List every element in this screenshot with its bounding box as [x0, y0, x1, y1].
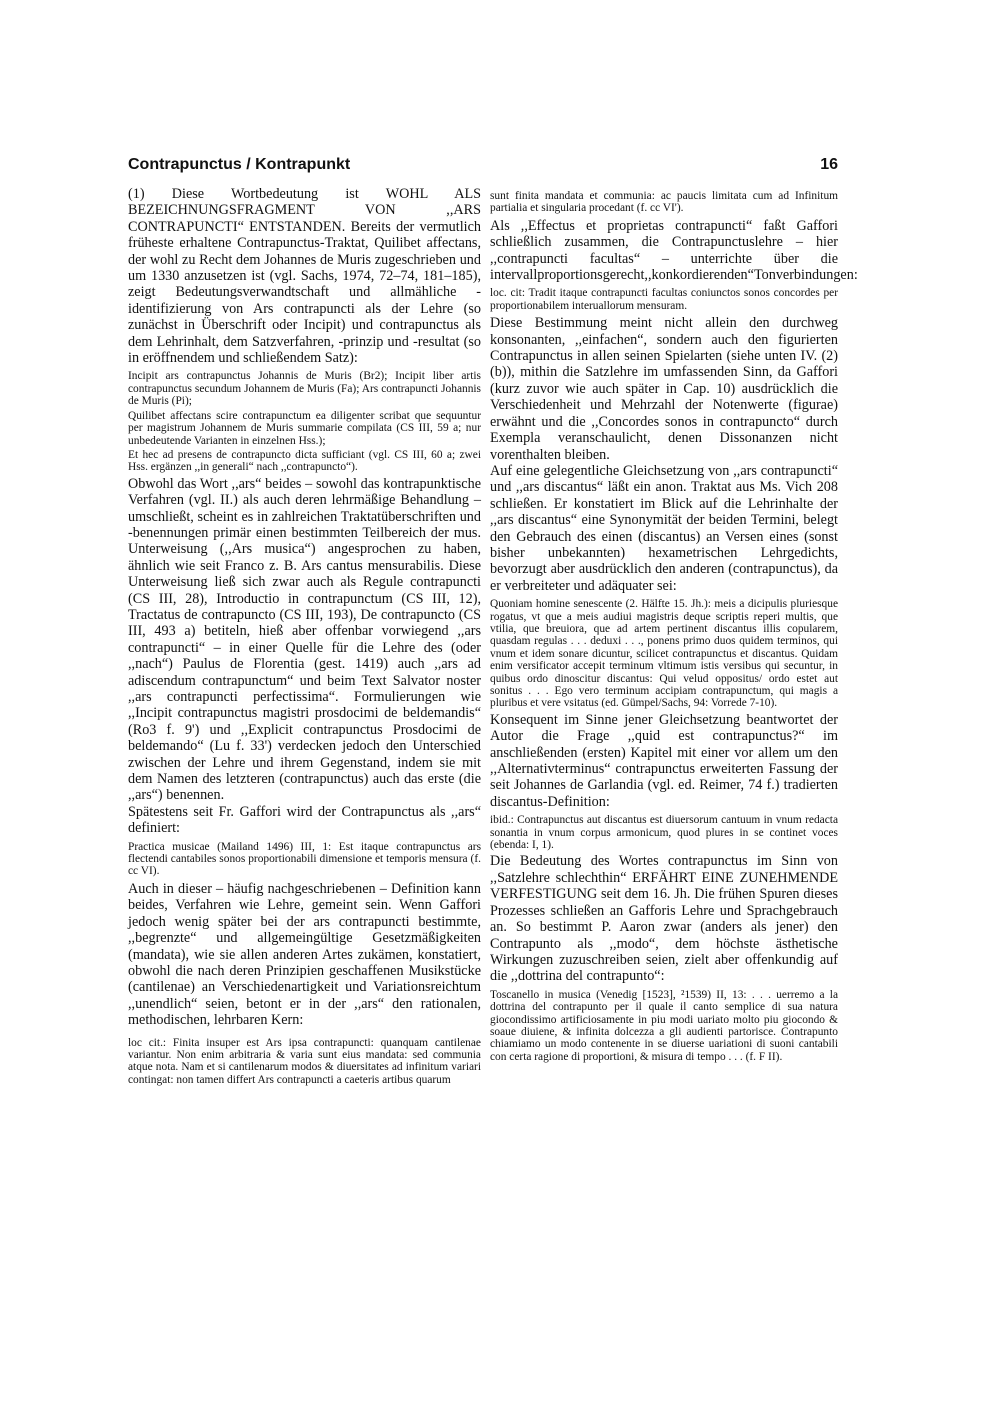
right-column	[490, 186, 858, 1065]
paragraph: Spätestens seit Fr. Gaffori wird der Contrapunctus als ,,ars“ definiert:	[128, 803, 481, 837]
page-title: Contrapunctus / Kontrapunkt	[128, 156, 351, 173]
paragraph: Diese Bestimmung meint nicht allein den durchweg konsonanten, ,,einfachen“, sondern auch den figurierten Contrapunctus in allen seinen Spielarten (siehe unten IV. (2) (b)), mithin die Satzlehre im umfassenden Sinn, da Gaffori (kurz zuvor wie auch später in Cap. 10) ausdrücklich die Verschiedenheit und Mehrzahl der Notenwerte (figurae) erwähnt und die ,,Concordes sonos in contrapuncto“ durch Exempla veranschaulicht, denen Dissonanzen nicht vorenthalten bleiben.	[490, 315, 838, 463]
quotation: sunt finita mandata et communia: ac paucis limitata cum ad Infinitum partialia et singularia procedant (f. cc VI').	[490, 190, 838, 215]
paragraph: Auf eine gelegentliche Gleichsetzung von ,,ars contrapuncti“ und ,,ars discantus“ läßt ein anon. Traktat aus Ms. Vich 208 schließen. Er konstatiert im Blick auf die Lehrinhalte der ,,ars discantus“ eine Synonymität der beiden Termini, belegt den Gebrauch des einen (discantus) an Versen eines (sonst bisher unbekannten) hexametrischen Lehrgedichts, bevorzugt aber ausdrücklich den anderen (contrapunctus), da er verbreiteter und adäquater sei:	[490, 462, 838, 594]
paragraph: Auch in dieser – häufig nachgeschriebenen – Definition kann beides, Verfahren wie Lehre, gemeint sein. Wenn Gaffori jedoch wenig später bei der ars contrapuncti bestimmte, ,,begrenzte“ und allgemeingültige Gesetzmäßigkeiten (mandata), wie sie allen anderen Artes zukämen, konstatiert, obwohl die nach deren Prinzipien geschaffenen Musikstücke (cantilenae) an Verschiedenartigkeit und Variationsreichtum ,,unendlich“ seien, betont er in der ,,ars“ den rationalen, methodischen, lehrbaren Kern:	[128, 880, 481, 1029]
running-head	[128, 156, 838, 178]
quotation: Incipit ars contrapunctus Johannis de Muris (Br2); Incipit liber artis contrapunctus secundum Johannem de Muris (Fa); Ars contrapuncti Johannis de Muris (Pi);	[128, 370, 481, 408]
quotation: Quilibet affectans scire contrapunctum ea diligenter scribat que sequuntur per magistrum Johannem de Muris summarie compilata (CS III, 59 a; nur unbedeutende Varianten in einzelnen Hss.);	[128, 409, 481, 447]
quotation: ibid.: Contrapunctus aut discantus est diuersorum cantuum in vnum redacta sonantia in vnum corpus armonicum, quod plures in se continet voces (ebenda: I, 1).	[490, 814, 838, 852]
quotation: loc. cit: Tradit itaque contrapuncti facultas coniunctos sonos concordes per proportionabilem interuallorum mensuram.	[490, 287, 838, 312]
paragraph: Als ,,Effectus et proprietas contrapuncti“ faßt Gaffori schließlich zusammen, die Contrapunctuslehre – hier ,,contrapuncti facultas“ – unterrichte über die intervallproportionsgerecht,,konkordierenden“Tonverbindungen:	[490, 217, 858, 284]
quotation: Toscanello in musica (Venedig [1523], ²1539) II, 13: . . . uerremo a la dottrina del contrapunto per il quale il canto semplice di sua natura giocondissimo artificiosamente in piu modi uariato molto piu giocondo & soaue diuiene, & infinita dolcezza a gli audienti partorisce. Contrapunto chiamiamo un modo contenente in se diuerse uariationi di suoni cantabili con certa ragione di proportioni, & misura di tempo . . . (f. F II).	[490, 988, 838, 1063]
paragraph: Obwohl das Wort ,,ars“ beides – sowohl das kontrapunktische Verfahren (vgl. II.) als auch deren lehrmäßige Behandlung – umschließt, scheint es in zahlreichen Traktatüberschriften und -benennungen primär einen bestimmten Teilbereich der mus. Unterweisung (,,Ars musica“) angesprochen zu haben, ähnlich wie seit Franco z. B. Ars cantus mensurabilis. Diese Unterweisung ließ sich zwar auch als Regule contrapuncti (CS III, 28), Introductio in contrapunctum (CS III, 12), Tractatus de contrapuncto (CS III, 193), De contrapuncto (CS III, 493 a) betiteln, hieß aber offenbar vorwiegend ,,ars contrapuncti“ – in einer Quelle für die Lehre des (oder ,,nach“) Paulus de Florentia (gest. 1419) auch ,,ars ad adiscendum contrapunctum“ und beim Text Salvator noster ,,ars contrapuncti perfectissima“. Formulierungen wie ,,Incipit contrapunctus magistri prosdocimi de beldemandis“ (Ro3 f. 9') und ,,Explicit contrapunctus Prosdocimi de beldemando“ (Lu f. 33') verdecken jedoch den Unterschied zwischen der Lehre und ihrem Gegenstand, indem sie mit dem Namen des letzteren (contrapunctus) auch das erste (die ,,ars“) benennen.	[128, 475, 481, 804]
paragraph: Die Bedeutung des Wortes contrapunctus im Sinn von ,,Satzlehre schlechthin“ ERFÄHRT EINE ZUNEHMENDE VERFESTIGUNG seit dem 16. Jh. Die frühen Spuren dieses Prozesses schließen an Gafforis Lehre und Sprachgebrauch an. So bestimmt P. Aaron zwar (anders als jener) den Contrapunto als ,,modo“, dem höchste ästhetische Wirkungen zuzuschreiben seien, zielt aber offenkundig auf die ,,dottrina del contrapunto“:	[490, 853, 838, 985]
left-column	[128, 186, 481, 1088]
quotation: Practica musicae (Mailand 1496) III, 1: Est itaque contrapunctus ars flectendi cantabiles sonos proportionabili dimensione et temporis mensura (f. cc VI).	[128, 840, 481, 878]
paragraph: Konsequent im Sinne jener Gleichsetzung beantwortet der Autor die Frage ,,quid est contrapunctus?“ im anschließenden (ersten) Kapitel mit einer vor allem um den ,,Alternativterminus“ contrapunctus erweiterten Fassung der seit Johannes de Garlandia (vgl. ed. Reimer, 74 f.) tradierten discantus-Definition:	[490, 711, 838, 810]
page-number: 16	[820, 156, 838, 173]
quotation: Quoniam homine senescente (2. Hälfte 15. Jh.): meis a dicipulis pluriesque rogatus, vt que a meis audiui magistris deque scriptis reperi multis, que vtilia, que breuiora, que ad artem pertinent discantus illis copularem, quasdam regulas . . . deduxi . . ., ponens primo duos quidem terminos, qui vnum et idem sonare dicuntur, scilicet contrapunctus et discantus. Quidam enim versificator accepit terminum vltimum istis versibus qui secuntur, in quibus ordo dinoscitur discantus: Qui velud oppositus/ ordo estet aut sonitus . . . Ego vero terminum accipiam contrapunctum, qui magis a pluribus et vere vsitatus (ed. Gümpel/Sachs, 94: Vorrede 7-10).	[490, 598, 838, 710]
quotation: Et hec ad presens de contrapuncto dicta sufficiant (vgl. CS III, 60 a; zwei Hss. ergänzen ,,in generali“ nach ,,contrapuncto“).	[128, 448, 481, 474]
quotation: loc cit.: Finita insuper est Ars ipsa contrapuncti: quanquam cantilenae variantur. Non enim arbitraria & varia sunt eius mandata: sed communia atque nota. Nam et si cantilenarum modos & diuersitates ad infinitum variari contingat: non tamen differt Ars contrapuncti a caeteris artibus quarum	[128, 1036, 481, 1086]
paragraph: (1) Diese Wortbedeutung ist WOHL ALS BEZEICHNUNGSFRAGMENT VON ,,ARS CONTRAPUNCTI“ ENTSTANDEN. Bereits der vermutlich früheste erhaltene Contrapunctus-Traktat, Quilibet affectans, der wohl zu Recht dem Johannes de Muris zugeschrieben und um 1330 anzusetzen ist (vgl. Sachs, 1974, 72–74, 181–185), zeigt Bedeutungsverwandtschaft und allmähliche -identifizierung von Ars contrapuncti als der Lehre (so zunächst in Überschrift oder Incipit) und contrapunctus als dem Lehrinhalt, dem Satzverfahren, -prinzip und -resultat (so in eröffnendem und schließendem Satz):	[128, 186, 481, 367]
